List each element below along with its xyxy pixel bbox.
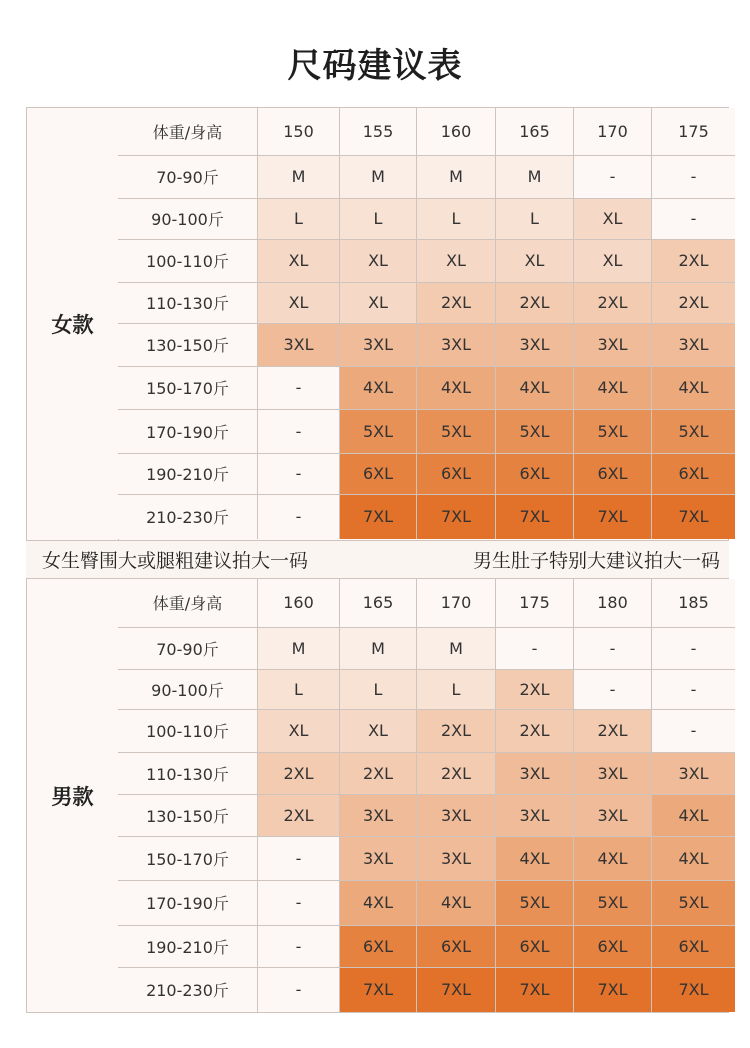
size-cell: 6XL bbox=[652, 925, 736, 967]
size-cell: L bbox=[417, 669, 496, 709]
weight-height-header: 体重/身高 bbox=[118, 579, 258, 627]
weight-range-cell: 210-230斤 bbox=[118, 494, 258, 539]
table-row bbox=[118, 967, 735, 1012]
size-cell: XL bbox=[258, 709, 340, 752]
size-cell: XL bbox=[417, 239, 496, 282]
table-row bbox=[118, 366, 735, 409]
size-cell: L bbox=[340, 198, 417, 239]
size-cell: 4XL bbox=[496, 836, 574, 880]
height-header-cell: 175 bbox=[496, 579, 574, 627]
size-cell: 4XL bbox=[652, 366, 736, 409]
size-cell: 5XL bbox=[417, 409, 496, 453]
size-cell: M bbox=[340, 155, 417, 198]
table-row bbox=[118, 155, 735, 198]
size-cell: 7XL bbox=[652, 967, 736, 1012]
size-cell: 6XL bbox=[496, 925, 574, 967]
weight-range-cell: 70-90斤 bbox=[118, 627, 258, 669]
size-cell: 4XL bbox=[417, 880, 496, 925]
size-cell: 2XL bbox=[340, 752, 417, 794]
size-cell: 2XL bbox=[496, 669, 574, 709]
size-cell: - bbox=[258, 409, 340, 453]
height-header-cell: 150 bbox=[258, 108, 340, 155]
size-cell: 6XL bbox=[574, 925, 652, 967]
size-cell: 6XL bbox=[340, 925, 417, 967]
size-cell: 2XL bbox=[258, 752, 340, 794]
weight-range-cell: 70-90斤 bbox=[118, 155, 258, 198]
size-cell: 5XL bbox=[652, 880, 736, 925]
size-cell: - bbox=[258, 836, 340, 880]
size-cell: L bbox=[340, 669, 417, 709]
size-cell: 3XL bbox=[340, 794, 417, 836]
women-section-label: 女款 bbox=[27, 108, 119, 540]
size-cell: L bbox=[417, 198, 496, 239]
size-cell: M bbox=[417, 155, 496, 198]
height-header-cell: 170 bbox=[574, 108, 652, 155]
size-cell: 7XL bbox=[496, 494, 574, 539]
size-cell: - bbox=[258, 925, 340, 967]
size-cell: 5XL bbox=[574, 409, 652, 453]
table-row bbox=[118, 409, 735, 453]
women-size-tip: 女生臀围大或腿粗建议拍大一码 bbox=[42, 550, 309, 572]
size-cell: XL bbox=[340, 282, 417, 323]
size-cell: 4XL bbox=[652, 836, 736, 880]
size-cell: 4XL bbox=[574, 836, 652, 880]
weight-range-cell: 210-230斤 bbox=[118, 967, 258, 1012]
size-cell: 3XL bbox=[417, 836, 496, 880]
height-header-cell: 185 bbox=[652, 579, 736, 627]
table-row bbox=[118, 239, 735, 282]
size-cell: 2XL bbox=[496, 709, 574, 752]
size-cell: - bbox=[496, 627, 574, 669]
size-cell: XL bbox=[574, 239, 652, 282]
table-row bbox=[118, 627, 735, 669]
weight-range-cell: 130-150斤 bbox=[118, 794, 258, 836]
size-cell: - bbox=[652, 669, 736, 709]
size-cell: 5XL bbox=[652, 409, 736, 453]
size-cell: 2XL bbox=[574, 709, 652, 752]
size-cell: - bbox=[652, 627, 736, 669]
height-header-cell: 175 bbox=[652, 108, 736, 155]
header-row bbox=[118, 108, 735, 155]
size-cell: 2XL bbox=[417, 282, 496, 323]
size-cell: 4XL bbox=[652, 794, 736, 836]
height-header-cell: 170 bbox=[417, 579, 496, 627]
size-cell: M bbox=[496, 155, 574, 198]
weight-range-cell: 190-210斤 bbox=[118, 925, 258, 967]
size-cell: 3XL bbox=[574, 323, 652, 366]
size-cell: 2XL bbox=[652, 282, 736, 323]
size-cell: 7XL bbox=[496, 967, 574, 1012]
size-cell: - bbox=[574, 627, 652, 669]
table-row bbox=[118, 880, 735, 925]
size-cell: - bbox=[258, 453, 340, 494]
weight-range-cell: 190-210斤 bbox=[118, 453, 258, 494]
weight-range-cell: 90-100斤 bbox=[118, 198, 258, 239]
size-cell: XL bbox=[340, 709, 417, 752]
size-cell: 2XL bbox=[496, 282, 574, 323]
size-cell: 3XL bbox=[340, 323, 417, 366]
page-title: 尺码建议表 bbox=[287, 46, 463, 86]
size-cell: 3XL bbox=[258, 323, 340, 366]
size-cell: M bbox=[340, 627, 417, 669]
table-row bbox=[118, 836, 735, 880]
size-cell: 2XL bbox=[652, 239, 736, 282]
weight-range-cell: 170-190斤 bbox=[118, 409, 258, 453]
size-cell: 6XL bbox=[652, 453, 736, 494]
size-cell: M bbox=[417, 627, 496, 669]
size-cell: 7XL bbox=[417, 967, 496, 1012]
size-cell: 7XL bbox=[340, 967, 417, 1012]
size-cell: XL bbox=[496, 239, 574, 282]
size-cell: 3XL bbox=[652, 752, 736, 794]
table-row bbox=[118, 669, 735, 709]
size-cell: 3XL bbox=[496, 323, 574, 366]
size-cell: - bbox=[652, 709, 736, 752]
size-cell: 3XL bbox=[496, 794, 574, 836]
weight-range-cell: 100-110斤 bbox=[118, 239, 258, 282]
size-cell: - bbox=[574, 155, 652, 198]
size-cell: 6XL bbox=[417, 453, 496, 494]
size-cell: L bbox=[258, 198, 340, 239]
size-cell: - bbox=[258, 880, 340, 925]
size-cell: 5XL bbox=[574, 880, 652, 925]
table-row bbox=[118, 323, 735, 366]
size-cell: 3XL bbox=[496, 752, 574, 794]
size-cell: 7XL bbox=[574, 494, 652, 539]
table-row bbox=[118, 282, 735, 323]
size-cell: 3XL bbox=[652, 323, 736, 366]
size-cell: XL bbox=[258, 282, 340, 323]
height-header-cell: 160 bbox=[258, 579, 340, 627]
size-cell: 7XL bbox=[417, 494, 496, 539]
size-tips-bar bbox=[26, 541, 729, 578]
size-cell: 4XL bbox=[496, 366, 574, 409]
size-cell: 6XL bbox=[496, 453, 574, 494]
weight-range-cell: 150-170斤 bbox=[118, 366, 258, 409]
size-cell: 3XL bbox=[574, 752, 652, 794]
table-row bbox=[118, 709, 735, 752]
size-cell: 2XL bbox=[417, 752, 496, 794]
table-row bbox=[118, 198, 735, 239]
size-cell: - bbox=[258, 366, 340, 409]
size-cell: 7XL bbox=[652, 494, 736, 539]
size-cell: L bbox=[496, 198, 574, 239]
height-header-cell: 165 bbox=[340, 579, 417, 627]
men-size-tip: 男生肚子特别大建议拍大一码 bbox=[472, 550, 720, 572]
size-cell: XL bbox=[340, 239, 417, 282]
size-cell: XL bbox=[574, 198, 652, 239]
size-cell: 7XL bbox=[574, 967, 652, 1012]
size-cell: XL bbox=[258, 239, 340, 282]
men-size-section bbox=[26, 578, 729, 1013]
size-cell: 6XL bbox=[340, 453, 417, 494]
size-cell: 6XL bbox=[574, 453, 652, 494]
table-row bbox=[118, 494, 735, 539]
women-size-section bbox=[26, 107, 729, 541]
height-header-cell: 180 bbox=[574, 579, 652, 627]
table-row bbox=[118, 453, 735, 494]
size-cell: 6XL bbox=[417, 925, 496, 967]
size-cell: 4XL bbox=[340, 366, 417, 409]
table-row bbox=[118, 794, 735, 836]
size-cell: - bbox=[652, 198, 736, 239]
table-row bbox=[118, 925, 735, 967]
table-row bbox=[118, 752, 735, 794]
height-header-cell: 160 bbox=[417, 108, 496, 155]
weight-range-cell: 170-190斤 bbox=[118, 880, 258, 925]
header-row bbox=[118, 579, 735, 627]
size-cell: - bbox=[652, 155, 736, 198]
weight-range-cell: 100-110斤 bbox=[118, 709, 258, 752]
weight-range-cell: 110-130斤 bbox=[118, 752, 258, 794]
men-section-label: 男款 bbox=[27, 579, 119, 1012]
size-cell: 3XL bbox=[417, 323, 496, 366]
size-cell: 7XL bbox=[340, 494, 417, 539]
weight-height-header: 体重/身高 bbox=[118, 108, 258, 155]
size-cell: 2XL bbox=[574, 282, 652, 323]
size-cell: 5XL bbox=[340, 409, 417, 453]
size-cell: 4XL bbox=[340, 880, 417, 925]
weight-range-cell: 110-130斤 bbox=[118, 282, 258, 323]
weight-range-cell: 150-170斤 bbox=[118, 836, 258, 880]
size-cell: 3XL bbox=[574, 794, 652, 836]
men-size-table bbox=[118, 579, 735, 1012]
weight-range-cell: 130-150斤 bbox=[118, 323, 258, 366]
size-cell: - bbox=[574, 669, 652, 709]
height-header-cell: 165 bbox=[496, 108, 574, 155]
size-cell: - bbox=[258, 494, 340, 539]
size-cell: M bbox=[258, 627, 340, 669]
size-cell: 5XL bbox=[496, 409, 574, 453]
height-header-cell: 155 bbox=[340, 108, 417, 155]
size-cell: 5XL bbox=[496, 880, 574, 925]
size-cell: 4XL bbox=[574, 366, 652, 409]
size-cell: - bbox=[258, 967, 340, 1012]
size-cell: 2XL bbox=[417, 709, 496, 752]
size-cell: M bbox=[258, 155, 340, 198]
size-cell: L bbox=[258, 669, 340, 709]
size-cell: 3XL bbox=[340, 836, 417, 880]
size-cell: 4XL bbox=[417, 366, 496, 409]
women-size-table bbox=[118, 108, 735, 539]
size-cell: 2XL bbox=[258, 794, 340, 836]
size-cell: 3XL bbox=[417, 794, 496, 836]
weight-range-cell: 90-100斤 bbox=[118, 669, 258, 709]
